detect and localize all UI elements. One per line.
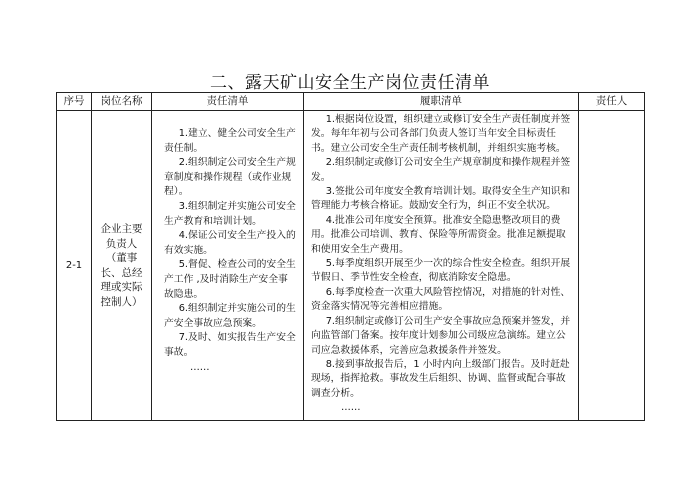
duty-ellipsis: …… bbox=[341, 402, 361, 414]
responsibility-item: 2.组织制定公司安全生产规章制度和操作规程（或作业规程）。 bbox=[164, 157, 296, 198]
table-header-row bbox=[57, 93, 645, 111]
table-row bbox=[57, 111, 645, 421]
responsibility-table bbox=[56, 92, 645, 421]
header-number: 序号 bbox=[57, 93, 92, 111]
responsibility-item: 5.督促、检查公司的安全生产工作 ,及时消除生产安全事故隐患。 bbox=[164, 259, 296, 300]
duty-item: 5.每季度组织开展至少一次的综合性安全检查。组织开展节假日、季节性安全检查，彻底消除安全隐患。 bbox=[311, 258, 571, 284]
header-person: 责任人 bbox=[579, 93, 645, 111]
responsibility-item: 1.建立、健全公司安全生产责任制。 bbox=[164, 128, 296, 154]
duty-item: 1.根据岗位设置，组织建立或修订安全生产责任制度并签发。每年年初与公司各部门负责人签订当年安全目标责任书。建立公司安全生产责任制考核机制，并组织实施考核。 bbox=[311, 114, 571, 154]
row-number: 2-1 bbox=[57, 111, 92, 421]
responsibility-item: 7.及时、如实报告生产安全事故。 bbox=[164, 332, 296, 358]
responsibility-item: 3.组织制定并实施公司安全生产教育和培训计划。 bbox=[164, 200, 296, 227]
page-title: 二、露天矿山安全生产岗位责任清单 bbox=[210, 73, 490, 93]
header-responsibilities: 责任清单 bbox=[152, 93, 304, 111]
duty-item: 8.接到事故报告后，1 小时内向上级部门报告。及时赶赴现场，指挥抢救。事故发生后组织、协调、监督或配合事故调查分析。 bbox=[311, 358, 570, 399]
responsibility-item: 6.组织制定并实施公司的生产安全事故应急预案。 bbox=[164, 303, 296, 329]
responsibility-item: 4.保证公司安全生产投入的有效实施。 bbox=[164, 230, 296, 256]
row-person bbox=[579, 111, 645, 421]
responsibility-ellipsis: …… bbox=[190, 361, 210, 373]
header-duties: 履职清单 bbox=[304, 93, 579, 111]
responsibility-list bbox=[152, 111, 304, 421]
duty-item: 3.签批公司年度安全教育培训计划。取得安全生产知识和管理能力考核合格证。鼓励安全行为，纠正不安全状况。 bbox=[311, 186, 571, 212]
duty-item: 4.批准公司年度安全预算。批准安全隐患整改项目的费用。批准公司培训、教育、保险等所需资金。批准足额提取和使用安全生产费用。 bbox=[311, 214, 566, 255]
duty-item: 2.组织制定或修订公司安全生产规章制度和操作规程并签发。 bbox=[311, 157, 571, 183]
duty-list bbox=[304, 111, 579, 421]
duty-item: 7.组织制定或修订公司生产安全事故应急预案并签发，并向监管部门备案。按年度计划参加公司级应急演练。建立公司应急救援体系，完善应急救援条件并签发。 bbox=[311, 315, 571, 356]
duty-item: 6.每季度检查一次重大风险管控情况，对措施的针对性、资金落实情况等完善相应措施。 bbox=[311, 286, 571, 313]
header-role: 岗位名称 bbox=[92, 93, 152, 111]
row-role: 企业主要负责人（董事长、总经理或实际控制人） bbox=[92, 111, 152, 421]
